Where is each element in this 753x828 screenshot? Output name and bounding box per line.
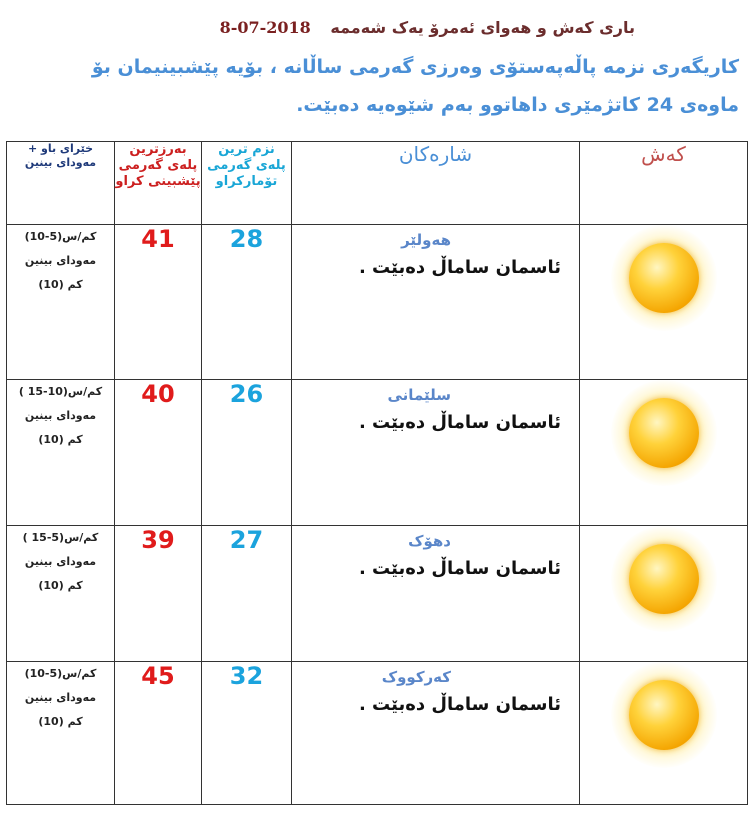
forecast-date: 2018-07-8: [219, 18, 311, 37]
weather-description: ئاسمان ساماڵ دەبێت .: [358, 694, 561, 715]
sun-icon: [611, 662, 717, 768]
header-max-temp: بەرزترین پلەی گەرمی پێشبینی کراو: [115, 142, 202, 225]
min-temp: 32: [202, 662, 292, 805]
table-row: [7, 662, 748, 805]
visibility-label: مەودای بینین: [24, 254, 97, 267]
max-temp: 40: [115, 380, 202, 526]
weather-icon-cell: [580, 526, 748, 662]
city-name: هەولێر: [401, 231, 451, 249]
header-cities: شارەکان: [292, 142, 580, 225]
wind-visibility-cell: [7, 225, 115, 380]
wind-speed: (10-5)کم/س: [24, 230, 97, 243]
table-row: [7, 380, 748, 526]
sun-icon: [611, 526, 717, 632]
city-cell: [292, 380, 580, 526]
visibility-value: (10) کم: [38, 433, 83, 446]
wind-visibility-cell: [7, 526, 115, 662]
table-header-row: [7, 142, 748, 225]
sun-icon: [611, 225, 717, 331]
sun-icon: [611, 380, 717, 486]
header-weather: کەش: [580, 142, 748, 225]
wind-visibility-cell: [7, 380, 115, 526]
weather-icon-cell: [580, 225, 748, 380]
forecast-table: [6, 141, 748, 805]
page-title: [220, 18, 635, 37]
min-temp: 27: [202, 526, 292, 662]
visibility-label: مەودای بینین: [24, 409, 97, 422]
city-name: دهۆک: [408, 532, 451, 550]
visibility-label: مەودای بینین: [24, 555, 97, 568]
wind-speed: ( 15-10)کم/س: [18, 385, 103, 398]
wind-speed: (10-5)کم/س: [24, 667, 97, 680]
wind-visibility-cell: [7, 662, 115, 805]
max-temp: 39: [115, 526, 202, 662]
title-text: باری کەش و هەوای ئەمرۆ یەک شەممە: [330, 18, 635, 37]
table-row: [7, 225, 748, 380]
city-name: سلێمانی: [387, 386, 451, 404]
visibility-value: (10) کم: [38, 278, 83, 291]
table-row: [7, 526, 748, 662]
header-min-temp: نزم ترین پلەی گەرمی تۆمارکراو: [202, 142, 292, 225]
forecast-summary-line-1: کاریگەری نزمە پاڵەپەستۆی وەرزی گەرمی ساڵانە ، بۆیە پێشبینیمان بۆ: [91, 56, 739, 78]
max-temp: 41: [115, 225, 202, 380]
page-header: [0, 0, 753, 140]
city-cell: [292, 662, 580, 805]
visibility-value: (10) کم: [38, 579, 83, 592]
max-temp: 45: [115, 662, 202, 805]
city-name: کەرکووک: [381, 668, 451, 686]
city-cell: [292, 225, 580, 380]
weather-icon-cell: [580, 380, 748, 526]
min-temp: 28: [202, 225, 292, 380]
city-cell: [292, 526, 580, 662]
visibility-value: (10) کم: [38, 715, 83, 728]
visibility-label: مەودای بینین: [24, 691, 97, 704]
min-temp: 26: [202, 380, 292, 526]
weather-icon-cell: [580, 662, 748, 805]
forecast-summary-line-2: ماوەی 24 کاتژمێری داهاتوو بەم شێوەیە دەبێت.: [296, 94, 739, 116]
weather-description: ئاسمان ساماڵ دەبێت .: [358, 257, 561, 278]
wind-speed: ( 15-5)کم/س: [22, 531, 99, 544]
weather-description: ئاسمان ساماڵ دەبێت .: [358, 558, 561, 579]
weather-description: ئاسمان ساماڵ دەبێت .: [358, 412, 561, 433]
header-wind-visibility: خێرای باو + مەودای بینین: [7, 142, 115, 225]
